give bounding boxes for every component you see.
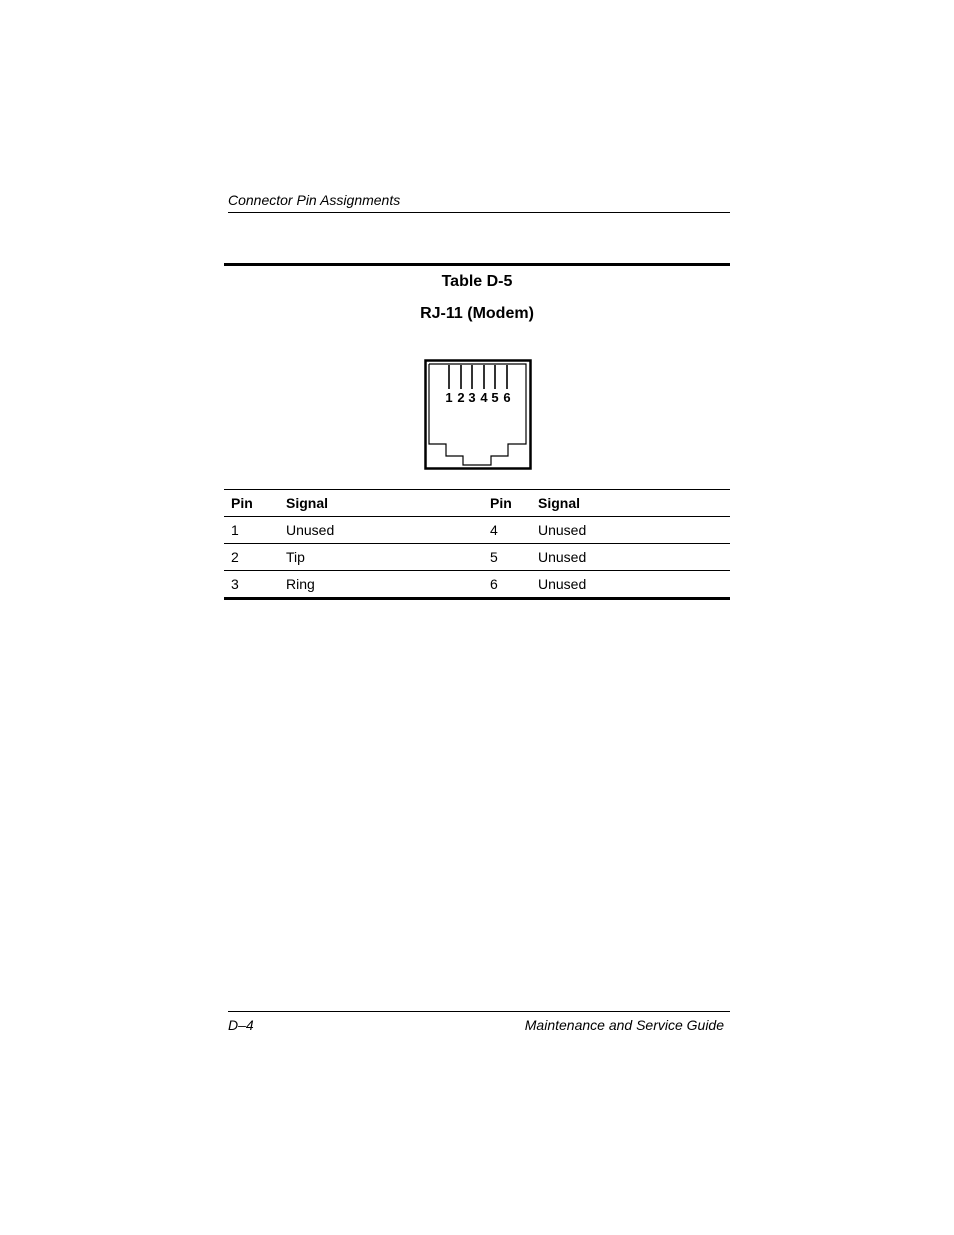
pin-number: 1 [231,522,239,538]
pin-number: 3 [231,576,239,592]
header-pin: Pin [231,495,253,511]
header-signal: Signal [538,495,581,511]
pin-number: 4 [490,522,498,538]
rj11-connector-diagram [424,359,532,471]
pin-label: 1 [445,390,453,405]
signal-name: Unused [538,576,587,592]
pin-assignment-table [224,489,730,600]
pin-label: 5 [491,390,499,405]
pin-label: 3 [468,390,476,405]
pin-number: 2 [231,549,239,565]
pin-label: 2 [457,390,465,405]
connector-outer-frame [426,361,531,469]
table-row [224,544,730,571]
table-row [224,517,730,544]
signal-name: Tip [286,549,305,565]
header-pin: Pin [490,495,512,511]
table-row [224,571,730,599]
table-header-row [224,490,730,517]
section-title: Connector Pin Assignments [228,192,401,208]
signal-name: Unused [538,549,587,565]
running-footer [228,1011,730,1033]
header-signal: Signal [286,495,329,511]
signal-name: Unused [286,522,335,538]
pin-label: 6 [503,390,511,405]
connector-pin-contacts [449,365,507,389]
connector-pin-labels [445,390,510,405]
table-top-rule [224,263,730,266]
table-title: RJ-11 (Modem) [420,305,534,322]
signal-name: Ring [286,576,315,592]
page-number: D–4 [228,1017,254,1033]
connector-socket-outline [429,364,526,465]
signal-name: Unused [538,522,587,538]
guide-title: Maintenance and Service Guide [524,1017,724,1033]
running-header [228,190,730,213]
pin-label: 4 [480,390,488,405]
table-number: Table D-5 [441,273,513,290]
pin-number: 6 [490,576,498,592]
pin-number: 5 [490,549,498,565]
